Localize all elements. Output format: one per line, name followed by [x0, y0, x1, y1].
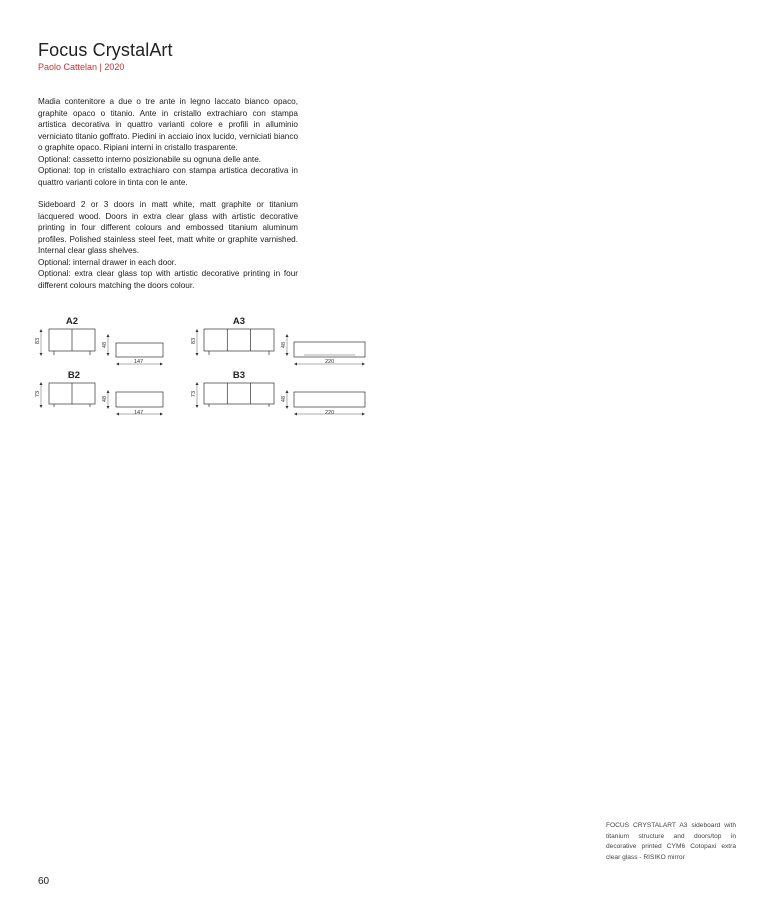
depth-dimension: 48 [281, 341, 288, 349]
description-paragraph: Madia contenitore a due o tre ante in legno laccato bianco opaco, graphite opaco o titanio. Ante in cristallo extrachiaro con stampa artistica decorativa in quattro varianti colore e profili in alluminio verniciato titanio goffrato. Piedini in acciaio inox lucido, verniciati bianco o graphite opaco. Ripiani interni in cristallo trasparente. [38, 97, 298, 152]
description-paragraph: Sideboard 2 or 3 doors in matt white, matt graphite or titanium lacquered wood. Doors in extra clear glass with artistic decorative printing in four different colours and embossed titanium aluminum profiles. Polished stainless steel feet, matt white or graphite varnished. Internal clear glass shelves. [38, 200, 298, 255]
product-title: Focus CrystalArt [38, 40, 173, 60]
cabinet-label: B3 [232, 370, 246, 381]
height-dimension: 73 [35, 390, 42, 398]
description-english [38, 199, 298, 291]
height-dimension: 73 [191, 390, 198, 398]
depth-dimension: 48 [281, 395, 288, 403]
description-optional: Optional: top in cristallo extrachiaro con stampa artistica decorativa in quattro varianti colore in tinta con le ante. [38, 166, 298, 187]
description-italian [38, 96, 298, 188]
width-dimension: 220 [325, 359, 335, 365]
height-dimension: 83 [191, 337, 198, 345]
cabinet-label: B2 [67, 370, 81, 381]
depth-dimension: 48 [102, 395, 109, 403]
cabinet-label: A2 [65, 316, 79, 327]
description-optional: Optional: cassetto interno posizionabile su ognuna delle ante. [38, 154, 262, 164]
cabinet-label: A3 [232, 316, 246, 327]
depth-dimension: 48 [102, 341, 109, 349]
description-optional: Optional: extra clear glass top with artistic decorative printing in four different colours matching the doors colour. [38, 269, 298, 290]
description-optional: Optional: internal drawer in each door. [38, 257, 177, 267]
page-number: 60 [38, 876, 50, 887]
designer-year: Paolo Cattelan | 2020 [38, 62, 125, 72]
height-dimension: 83 [35, 337, 42, 345]
diagram-a3 [192, 316, 532, 376]
diagram-b3 [192, 370, 532, 430]
width-dimension: 147 [134, 410, 144, 416]
width-dimension: 147 [134, 359, 144, 365]
width-dimension: 220 [325, 410, 335, 416]
photo-caption: FOCUS CRYSTALART A3 sideboard with titanium structure and doors/top in decorative printed CYM6 Cotopaxi extra clear glass - RISIKO mirror [606, 822, 736, 861]
